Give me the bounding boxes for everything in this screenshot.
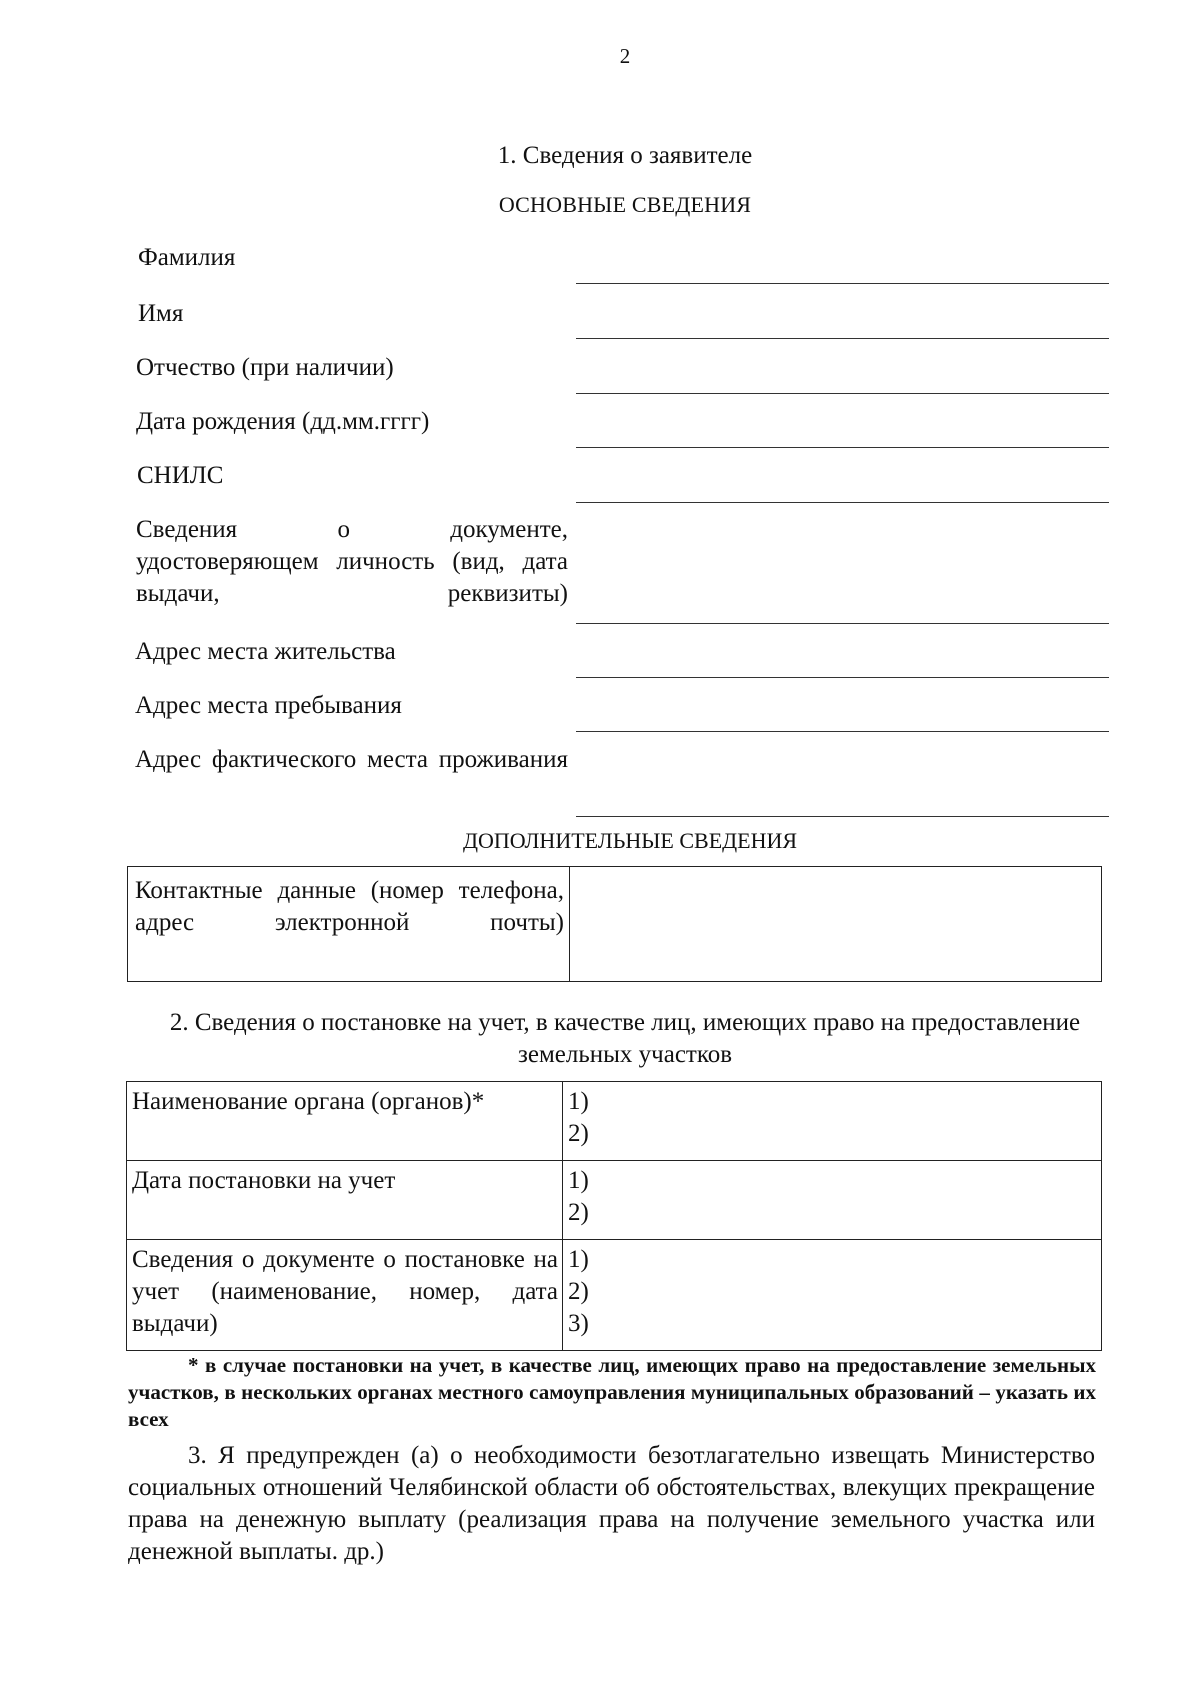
contact-value-cell[interactable] <box>570 867 1102 982</box>
field-label-name: Имя <box>138 300 184 327</box>
stay-address-input-line[interactable] <box>576 731 1109 732</box>
registration-table <box>126 1081 1102 1351</box>
residence-address-input-line[interactable] <box>576 677 1109 678</box>
row-label <box>127 1240 563 1351</box>
contact-label-cell <box>128 867 570 982</box>
birthdate-input-line[interactable] <box>576 447 1109 448</box>
list-item: 2) <box>568 1120 589 1147</box>
list-item: 1) <box>568 1246 589 1273</box>
field-label-snils: СНИЛС <box>137 462 224 489</box>
field-label-actual-address: Адрес фактического места проживания <box>135 746 568 773</box>
field-label-residence-address: Адрес места жительства <box>135 638 396 665</box>
table-row <box>127 1240 1102 1351</box>
row-label: Наименование органа (органов)* <box>127 1082 563 1161</box>
section-2-title: 2. Сведения о постановке на учет, в качестве лиц, имеющих право на предоставление земельных участков <box>169 1009 1081 1068</box>
surname-input-line[interactable] <box>576 283 1109 284</box>
section-3-text: 3. Я предупрежден (а) о необходимости безотлагательно извещать Министерство социальных отношений Челябинской области об обстоятельствах, влекущих прекращение права на денежную выплату (реализация права на получение земельного участка или денежной выплаты. др.) <box>128 1442 1095 1565</box>
table-row <box>127 1082 1102 1161</box>
contact-label: Контактные данные (номер телефона, адрес электронной почты) <box>135 877 564 936</box>
patronymic-input-line[interactable] <box>576 393 1109 394</box>
section-3-paragraph <box>128 1440 1095 1568</box>
identity-document-input-line[interactable] <box>576 623 1109 624</box>
field-label-stay-address: Адрес места пребывания <box>135 692 402 719</box>
list-item: 1) <box>568 1167 589 1194</box>
name-input-line[interactable] <box>576 338 1109 339</box>
section-1-title: 1. Сведения о заявителе <box>497 142 753 169</box>
field-label-birthdate: Дата рождения (дд.мм.гггг) <box>136 408 430 435</box>
list-item: 1) <box>568 1088 589 1115</box>
field-label-patronymic: Отчество (при наличии) <box>136 354 394 381</box>
row-values-cell[interactable] <box>563 1240 1102 1351</box>
page-number: 2 <box>619 44 631 68</box>
row-label: Дата постановки на учет <box>127 1161 563 1240</box>
footnote-text: * в случае постановки на учет, в качестве лиц, имеющих право на предоставление земельных участков, в нескольких органах местного самоуправления муниципальных образований – указать их всех <box>128 1353 1096 1431</box>
table-row <box>127 1161 1102 1240</box>
list-item: 2) <box>568 1199 589 1226</box>
additional-info-heading: ДОПОЛНИТЕЛЬНЫЕ СВЕДЕНИЯ <box>462 828 798 853</box>
field-label-surname: Фамилия <box>138 244 236 271</box>
actual-address-input-line[interactable] <box>576 816 1109 817</box>
snils-input-line[interactable] <box>576 502 1109 503</box>
list-item: 3) <box>568 1310 589 1337</box>
contact-table <box>127 866 1102 982</box>
footnote <box>128 1352 1096 1433</box>
row-label-text: Сведения о документе о постановке на учет (наименование, номер, дата выдачи) <box>132 1246 558 1337</box>
row-values-cell[interactable] <box>563 1082 1102 1161</box>
basic-info-heading: ОСНОВНЫЕ СВЕДЕНИЯ <box>498 192 752 217</box>
list-item: 2) <box>568 1278 589 1305</box>
row-values-cell[interactable] <box>563 1161 1102 1240</box>
field-label-identity-document: Сведения о документе, удостоверяющем личность (вид, дата выдачи, реквизиты) <box>136 516 568 607</box>
